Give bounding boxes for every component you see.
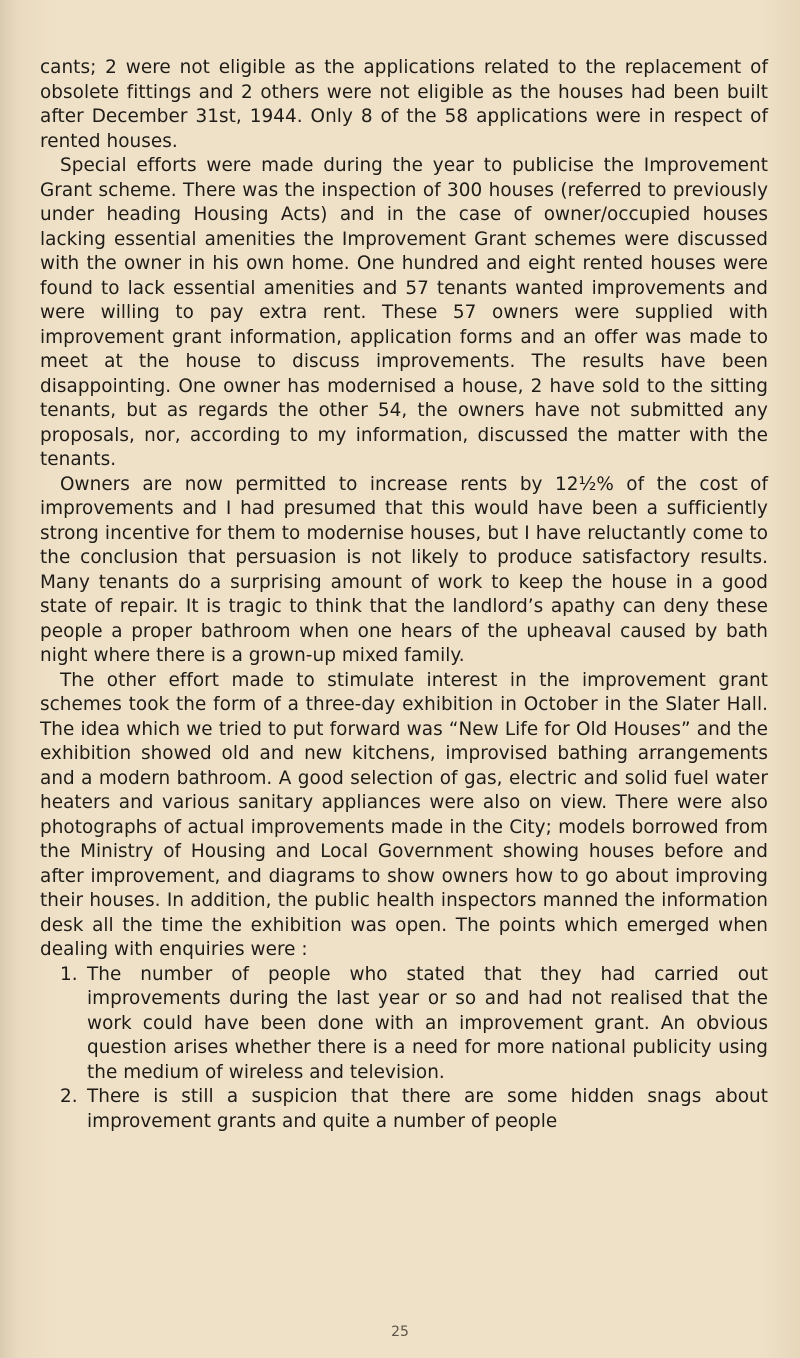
list-item-number: 2. [60, 1086, 78, 1107]
list-item [40, 963, 768, 1086]
list-item-number: 1. [60, 963, 78, 985]
paragraph-publicity-efforts: Special efforts were made during the year to publicise the Improvement Grant scheme. There was the inspection of 300 houses (referred to previously under heading Housing Acts) and in the case of owner/occupied houses lacking essential amenities the Improvement Grant schemes were discussed with the owner in his own home. One hundred and eight rented houses were found to lack essential amenities and 57 tenants wanted improvements and were willing to pay extra rent. These 57 owners were supplied with improvement grant information, application forms and an offer was made to meet at the house to discuss improvements. The results have been disappointing. One owner has modernised a house, 2 have sold to the sitting tenants, but as regards the other 54, the owners have not submitted any proposals, nor, according to my information, discussed the matter with the tenants. [40, 155, 768, 470]
page-number: 25 [391, 1324, 409, 1340]
list-item-text: There is still a suspicion that there are some hidden snags about improvement grants and quite a number of people [87, 1086, 768, 1132]
enquiry-points-list [40, 963, 768, 1135]
list-item-text: The number of people who stated that they had carried out improvements during the last year or so and had not realised that the work could have been done with an improvement grant. An obvious question arises whether there is a need for more national publicity using the medium of wireless and television. [87, 963, 768, 1083]
paragraph-exhibition: The other effort made to stimulate interest in the improvement grant schemes took the form of a three-day exhibition in October in the Slater Hall. The idea which we tried to put forward was “New Life for Old Houses” and the exhibition showed old and new kitchens, improvised bathing arrangements and a modern bathroom. A good selection of gas, electric and solid fuel water heaters and various sanitary appliances were also on view. There were also photographs of actual improvements made in the City; models borrowed from the Ministry of Housing and Local Government showing houses before and after improvement, and diagrams to show owners how to go about improving their houses. In addition, the public health inspectors manned the information desk all the time the exhibition was open. The points which emerged when dealing with enquiries were : [40, 669, 768, 960]
paragraph-rent-increase: Owners are now permitted to increase rents by 12½% of the cost of improvements and I had presumed that this would have been a sufficiently strong incentive for them to modernise houses, but I have reluctantly come to the conclusion that persuasion is not likely to produce satisfactory results. Many tenants do a surprising amount of work to keep the house in a good state of repair. It is tragic to think that the landlord’s apathy can deny these people a proper bathroom when one hears of the upheaval caused by bath night where there is a grown-up mixed family. [40, 473, 768, 666]
paragraph-continuation: cants; 2 were not eligible as the applications related to the replacement of obsolete fittings and 2 others were not eligible as the houses had been built after December 31st, 1944. Only 8 of the 58 applications were in respect of rented houses. [40, 57, 768, 152]
body-text [40, 56, 768, 1134]
list-item [40, 1085, 768, 1134]
